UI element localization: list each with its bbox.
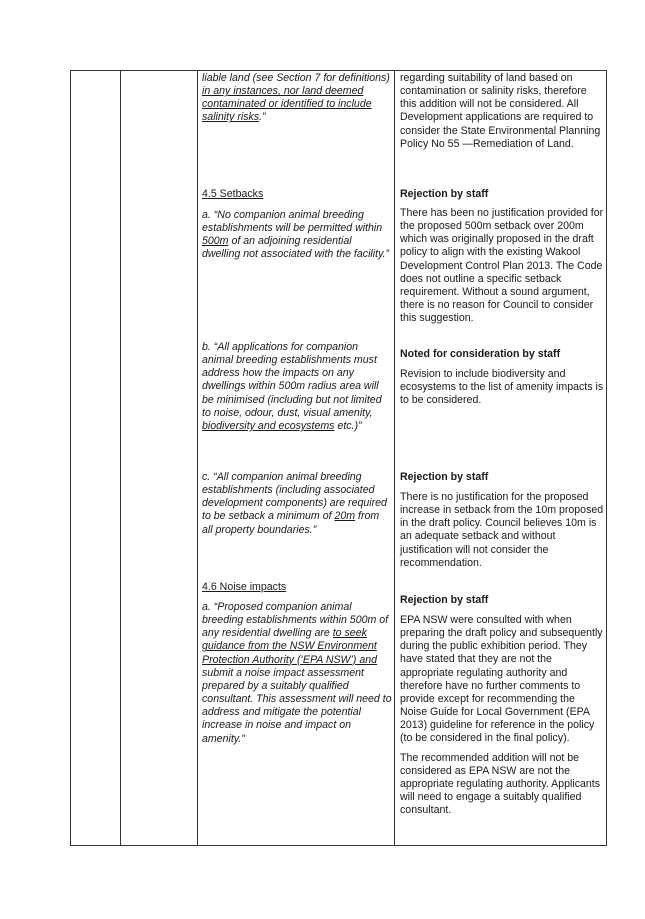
table-top-border <box>70 70 607 71</box>
section-heading-noise-impacts: 4.6 Noise impacts <box>202 581 287 593</box>
row4-recommendation: c. “All companion animal breeding establishments (including associated development components) are required to be setback a minimum of 20m from all property boundaries.” <box>202 471 387 536</box>
table-col-border-4 <box>394 70 395 846</box>
row4-status: Rejection by staff <box>400 471 489 483</box>
row3-response: Revision to include biodiversity and ecosystems to the list of amenity impacts is to be considered. <box>400 368 604 407</box>
table-col-border-1 <box>70 70 71 846</box>
row2-response: There has been no justification provided for the proposed 500m setback over 200m which was originally proposed in the draft policy to align with the existing Wakool Development Control Plan 2013. The Code does not outline a specific setback requirement. Without a sound argument, there is no reason for Council to consider this suggestion. <box>400 207 604 325</box>
table-col-border-2 <box>120 70 121 846</box>
table-col-border-3 <box>197 70 198 846</box>
table-col-border-5 <box>606 70 607 846</box>
row4-response: There is no justification for the proposed increase in setback from the 10m proposed in the draft policy. Council believes 10m is an adequate setback and without justification will not consider the recommendation. <box>400 491 604 569</box>
section-heading-setbacks: 4.5 Setbacks <box>202 188 264 200</box>
row1-response: regarding suitability of land based on contamination or salinity risks, therefore this addition will not be considered. All Development applications are required to consider the State Environmental Planning Policy No 55 —Remediation of Land. <box>400 72 601 150</box>
row2-status: Rejection by staff <box>400 188 489 200</box>
row2-recommendation: a. “No companion animal breeding establishments will be permitted within 500m of an adjoining residential dwelling not associated with the facility.” <box>202 209 390 261</box>
row3-status: Noted for consideration by staff <box>400 348 561 360</box>
row3-recommendation: b. “All applications for companion animal breeding establishments must address how the impacts on any dwellings within 500m radius area will be minimised (including but not limited to noise, odour, dust, visual amenity, biodiversity and ecosystems etc.)” <box>202 341 382 432</box>
row5-recommendation: a. “Proposed companion animal breeding establishments within 500m of any residential dwelling are to seek guidance from the NSW Environment Protection Authority (‘EPA NSW’) and submit a noise impact assessment prepared by a suitably qualified consultant. This assessment will need to address and mitigate the potential increase in noise and impact on amenity." <box>202 601 392 745</box>
row1-recommendation: liable land (see Section 7 for definitions) in any instances, nor land deemed contaminated or identified to include salinity risks.” <box>202 72 390 124</box>
row5-response: EPA NSW were consulted with when preparing the draft policy and subsequently during the public exhibition period. They have stated that they are not the appropriate regulating authority and therefore have no further comments to provide except for recommending the Noise Guide for Local Government (EPA 2013) guideline for reference in the policy (to be considered in the final policy). The recommended addition will not be considered as EPA NSW are not the appropriate regulating authority. Applicants will need to engage a suitably qualified consultant. <box>400 614 603 817</box>
row5-status: Rejection by staff <box>400 594 489 606</box>
table-bottom-border <box>70 845 607 846</box>
